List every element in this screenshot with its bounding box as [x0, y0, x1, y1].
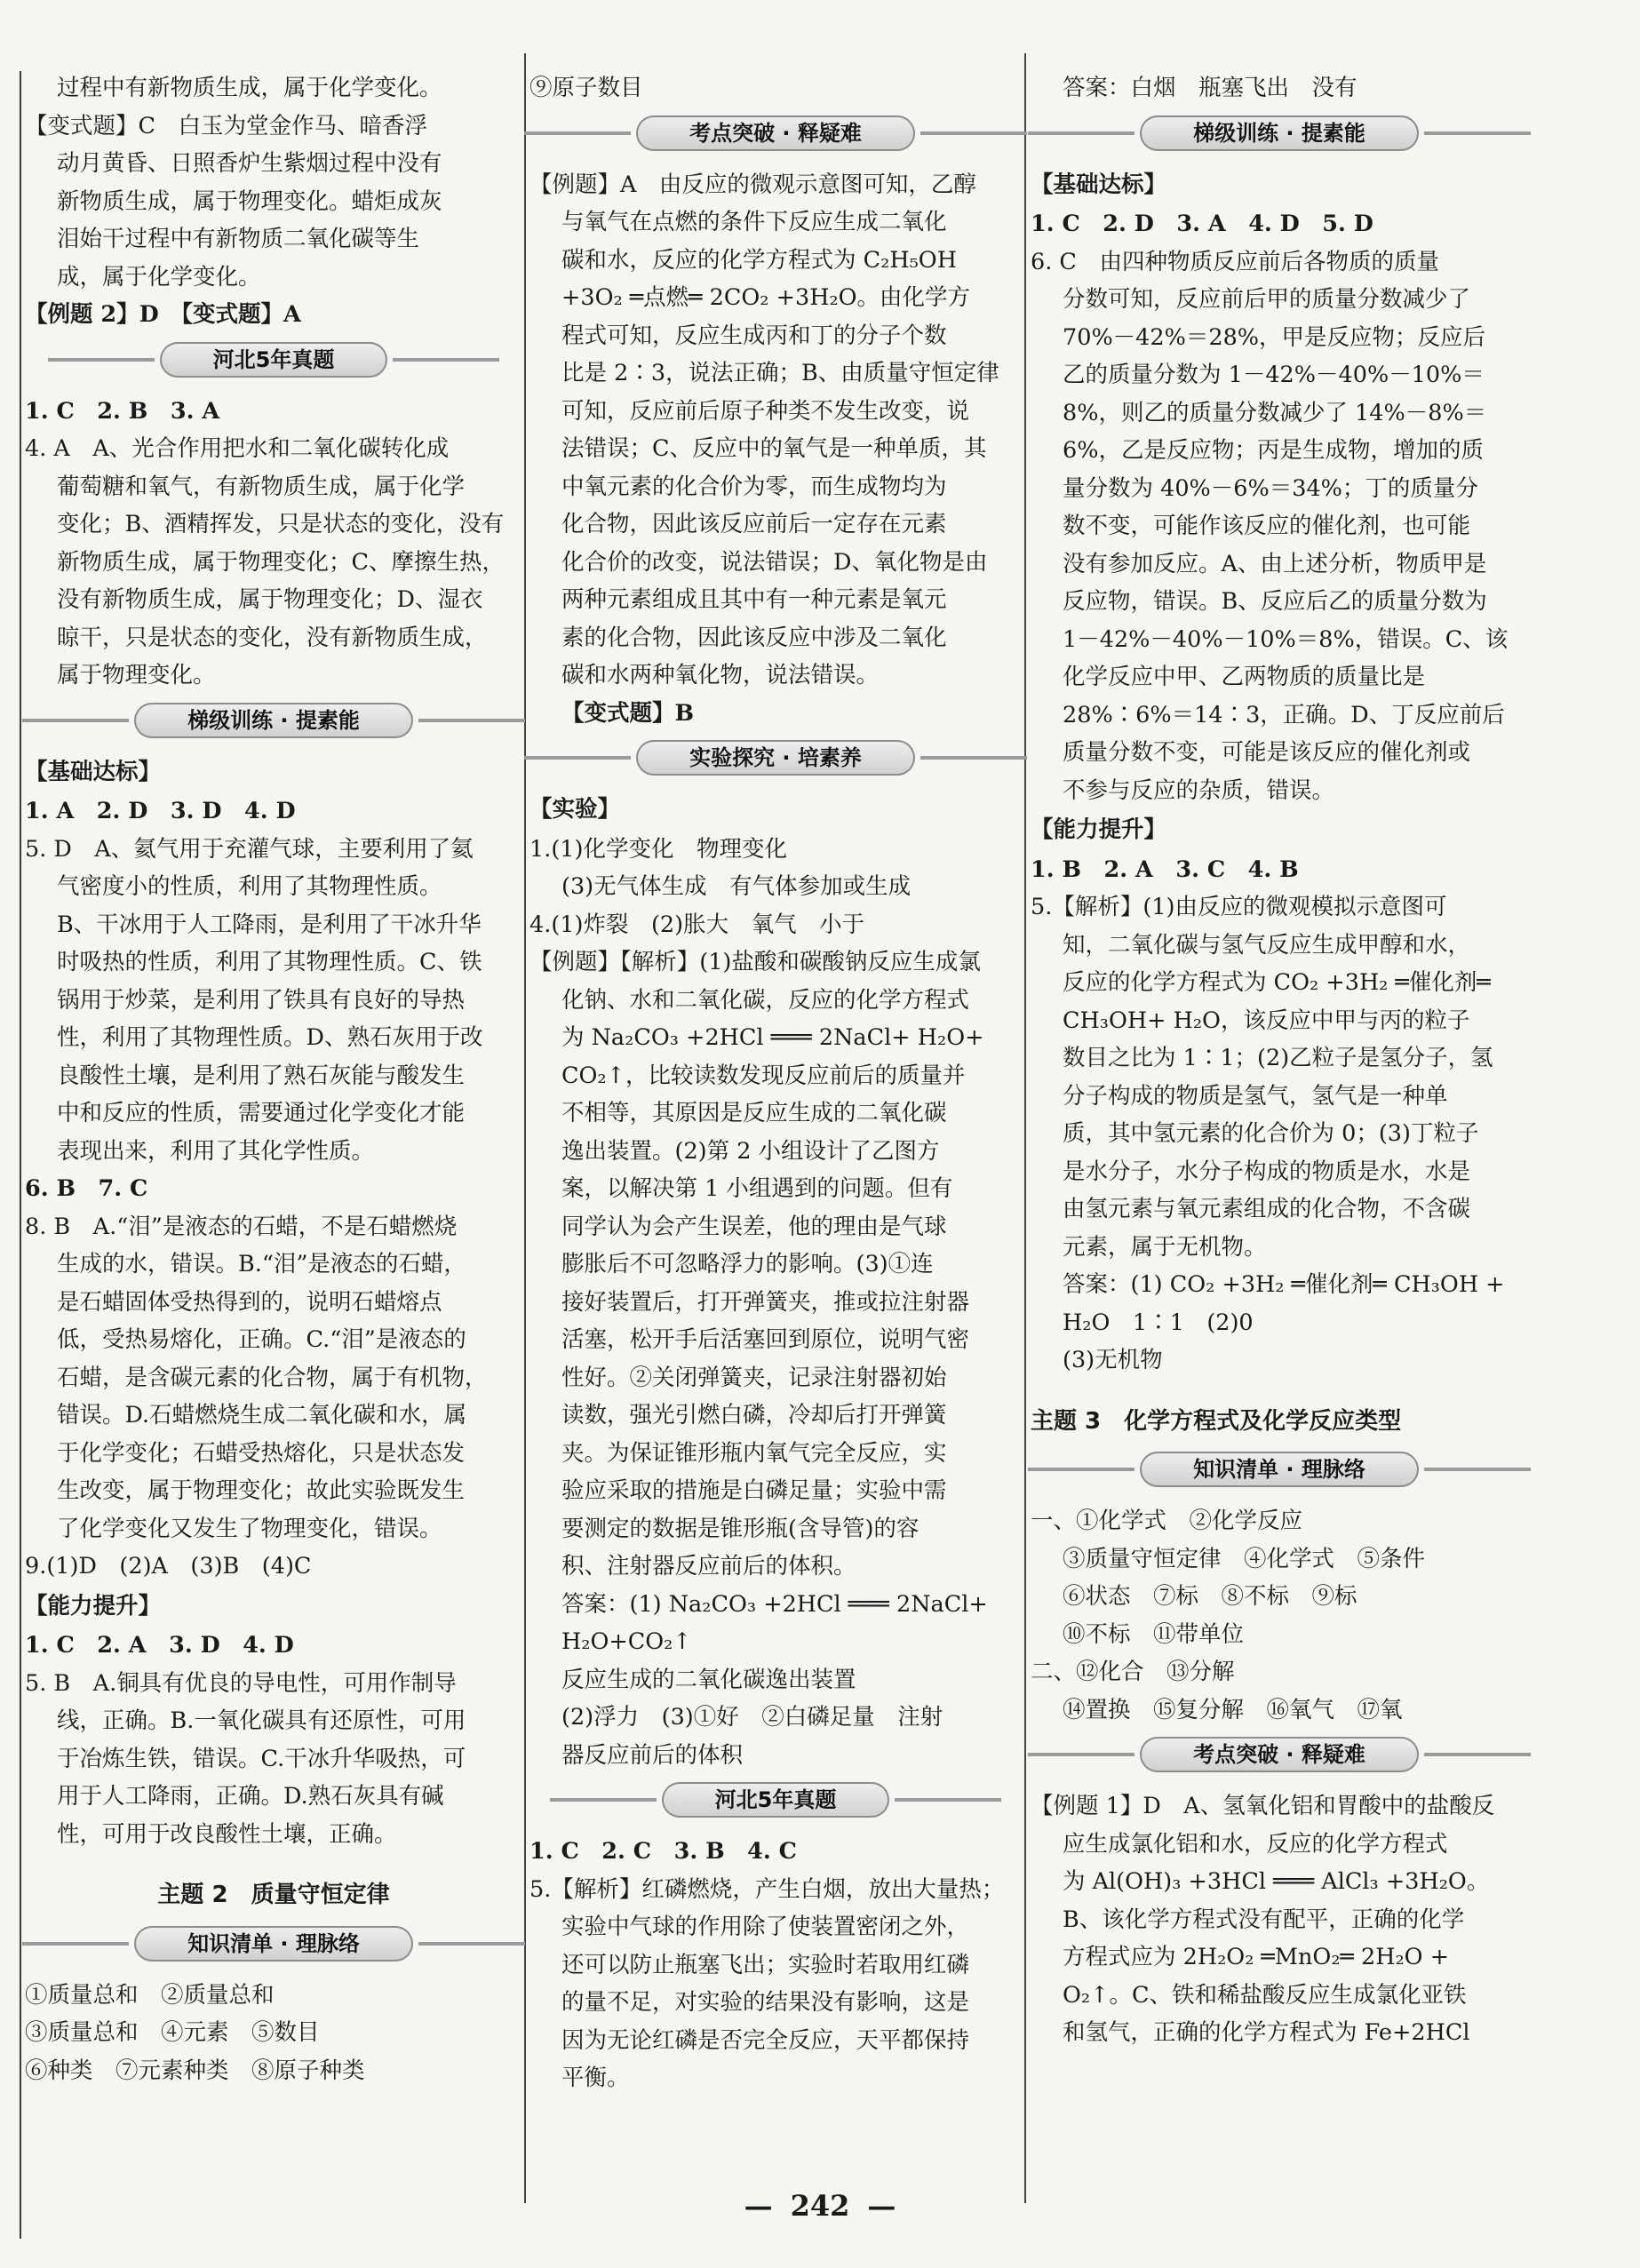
- section-banner-label: 梯级训练 · 提素能: [1140, 115, 1419, 151]
- answer-line: 【例题 1】D A、氢氧化铝和胃酸中的盐酸反: [1031, 1793, 1495, 1819]
- answer-block: [25, 393, 522, 431]
- answer-block: [25, 831, 522, 1171]
- answer-line: 膨胀后不可忽略浮力的影响。(3)①连: [561, 1251, 934, 1277]
- answer-line: 5.【解析】(1)由反应的微观模拟示意图可: [1031, 894, 1447, 920]
- section-banner: [529, 1776, 1022, 1824]
- answer-block: [529, 831, 1022, 906]
- answer-line: 乙的质量分数为 1－42%－40%－10%＝: [1063, 362, 1485, 388]
- answer-line: 和氢气，正确的化学方程式为 Fe+2HCl: [1063, 2019, 1470, 2046]
- answer-line: 因为无论红磷是否完全反应，天平都保持: [561, 2026, 970, 2054]
- answer-block: [529, 69, 1022, 107]
- answer-line: 与氧气在点燃的条件下反应生成二氧化: [561, 209, 947, 235]
- section-banner: [25, 696, 522, 744]
- answer-line: 一、①化学式 ②化学反应: [1031, 1508, 1303, 1534]
- answer-line: 生成的水，错误。B.“泪”是液态的石蜡，: [57, 1251, 466, 1277]
- answer-line: 1. C 2. C 3. B 4. C: [529, 1838, 797, 1865]
- answer-line: 葡萄糖和氧气，有新物质生成，属于化学: [57, 473, 466, 500]
- answer-line: 答案：(1) Na₂CO₃ +2HCl ═══ 2NaCl+: [561, 1590, 988, 1618]
- answer-line: 1－42%－40%－10%＝8%，错误。C、该: [1063, 625, 1509, 653]
- answer-line: B、干冰用于人工降雨，是利用了干冰升华: [57, 911, 482, 938]
- answer-block: [1031, 1653, 1528, 1729]
- answer-line: 质量分数不变，可能是该反应的催化剂或: [1063, 739, 1471, 766]
- answer-line: 新物质生成，属于物理变化；C、摩擦生热，: [57, 548, 506, 576]
- answer-line: 还可以防止瓶塞飞出；实验时若取用红磷: [561, 1951, 970, 1978]
- answer-line: 反应生成的二氧化碳逸出装置: [561, 1666, 856, 1693]
- answer-line: 读数，强光引燃白磷，冷却后打开弹簧: [561, 1402, 947, 1428]
- answer-line: 晾干，只是状态的变化，没有新物质生成，: [57, 624, 488, 651]
- answer-line: 实验中气球的作用除了使装置密闭之外，: [561, 1914, 970, 1940]
- answer-line: B、该化学方程式没有配平，正确的化学: [1063, 1906, 1465, 1933]
- answer-line: 石蜡，是含碳元素的化合物，属于有机物，: [57, 1364, 488, 1391]
- answer-block: [529, 166, 1022, 695]
- answer-line: 新物质生成，属于物理变化。蜡炬成灰: [57, 187, 442, 215]
- answer-line: 化合价的改变，说法错误；D、氧化物是由: [561, 548, 988, 576]
- answer-line: 数目之比为 1∶1；(2)乙粒子是氢分子，氢: [1063, 1045, 1493, 1071]
- answer-line: 中氧元素的化合价为零，而生成物均为: [561, 473, 947, 500]
- answer-line: 70%－42%＝28%，甲是反应物；反应后: [1063, 323, 1486, 351]
- answer-line: 【变式题】B: [561, 699, 695, 727]
- answer-line: 夹。为保证锥形瓶内氧气完全反应，实: [561, 1439, 947, 1467]
- answer-line: 1. C 2. B 3. A: [25, 397, 220, 425]
- section-banner-label: 梯级训练 · 提素能: [134, 703, 413, 738]
- answer-line: 分数可知，反应前后甲的质量分数减少了: [1063, 286, 1471, 313]
- page-number-value: 242: [790, 2189, 850, 2223]
- section-banner: [1031, 1731, 1528, 1779]
- answer-block: [1031, 205, 1528, 243]
- answer-block: [25, 792, 522, 831]
- section-banner-label: 河北5年真题: [160, 342, 388, 378]
- answer-line: 分子构成的物质是氢气，氢气是一种单: [1063, 1082, 1448, 1110]
- answer-line: 答案：白烟 瓶塞飞出 没有: [1063, 75, 1357, 101]
- answer-block: [1031, 888, 1528, 1266]
- answer-line: 程式可知，反应生成丙和丁的分子个数: [561, 322, 947, 349]
- answer-block: [25, 1208, 522, 1548]
- answer-line: 锅用于炒菜，是利用了铁具有良好的导热: [57, 986, 466, 1014]
- subsection-heading: 【基础达标】: [25, 758, 162, 785]
- answer-block: [529, 906, 1022, 944]
- answer-line: CO₂↑，比较读数发现反应前后的质量并: [561, 1062, 966, 1089]
- topic-title: 主题 3 化学方程式及化学反应类型: [1031, 1407, 1402, 1435]
- answer-line: 6. B 7. C: [25, 1175, 148, 1202]
- answer-block: [1031, 69, 1528, 107]
- answer-line: ③质量守恒定律 ④化学式 ⑤条件: [1063, 1545, 1426, 1572]
- answer-line: 时吸热的性质，利用了其物理性质。C、铁: [57, 949, 482, 975]
- answer-line: ⑭置换 ⑮复分解 ⑯氧气 ⑰氧: [1063, 1696, 1403, 1723]
- answer-line: 6%，乙是反应物；丙是生成物，增加的质: [1063, 437, 1484, 464]
- answer-line: 1. C 2. A 3. D 4. D: [25, 1632, 294, 1659]
- answer-line: ⑨原子数目: [529, 75, 643, 101]
- answer-line: 二、⑫化合 ⑬分解: [1031, 1659, 1235, 1685]
- answer-line: 5.【解析】红磷燃烧，产生白烟，放出大量热；: [529, 1875, 1005, 1903]
- answer-block: [25, 1170, 522, 1208]
- answer-line: 数不变，可能作该反应的催化剂，也可能: [1063, 513, 1471, 539]
- answer-line: +3O₂ ═点燃═ 2CO₂ +3H₂O。由化学方: [561, 284, 971, 311]
- answer-line: 应生成氯化铝和水，反应的化学方程式: [1063, 1830, 1448, 1858]
- answer-block: [25, 430, 522, 695]
- answer-line: 性，利用了其物理性质。D、熟石灰用于改: [57, 1024, 483, 1051]
- answer-line: 用于人工降雨，正确。D.熟石灰具有碱: [57, 1783, 444, 1810]
- answer-line: 案，以解决第 1 小组遇到的问题。但有: [561, 1175, 953, 1202]
- answer-line: (3)无机物: [1063, 1347, 1163, 1373]
- answer-line: 化学反应中甲、乙两物质的质量比是: [1063, 664, 1426, 690]
- answer-block: [1031, 851, 1528, 889]
- answer-line: 低，受热易熔化，正确。C.“泪”是液态的: [57, 1326, 466, 1353]
- answer-line: 可知，反应前后原子种类不发生改变，说: [561, 397, 970, 425]
- answer-line: 量分数为 40%－6%＝34%；丁的质量分: [1063, 474, 1478, 502]
- answer-block: [25, 1548, 522, 1586]
- answer-line: H₂O 1∶1 (2)0: [1063, 1309, 1254, 1336]
- topic-title: 主题 2 质量守恒定律: [157, 1882, 390, 1908]
- subsection-heading: 【能力提升】: [1031, 816, 1167, 843]
- answer-line: 5. B A.铜具有优良的导电性，可用作制导: [25, 1669, 457, 1697]
- answer-line: 是石蜡固体受热得到的，说明石蜡熔点: [57, 1288, 442, 1316]
- answer-column-1: [25, 69, 522, 2089]
- answer-line: 1. C 2. D 3. A 4. D 5. D: [1031, 211, 1373, 237]
- answer-line: 错误。D.石蜡燃烧生成二氧化碳和水，属: [57, 1402, 467, 1428]
- answer-line: 5. D A、氦气用于充灌气球，主要利用了氦: [25, 835, 474, 863]
- answer-line: 由氢元素与氧元素组成的化合物，不含碳: [1063, 1196, 1471, 1222]
- answer-line: 不参与反应的杂质，错误。: [1063, 776, 1335, 804]
- answer-line: 的量不足，对实验的结果没有影响，这是: [561, 1989, 970, 2016]
- answer-line: 比是 2∶3，说法正确；B、由质量守恒定律: [561, 360, 999, 386]
- answer-line: 1. A 2. D 3. D 4. D: [25, 798, 296, 824]
- answer-line: 元素，属于无机物。: [1063, 1233, 1267, 1261]
- answer-line: 接好装置后，打开弹簧夹，推或拉注射器: [561, 1288, 970, 1316]
- answer-line: 线，正确。B.一氧化碳具有还原性，可用: [57, 1707, 466, 1734]
- answer-line: 生改变，属于物理变化；故此实验既发生: [57, 1477, 466, 1504]
- column-divider: [524, 53, 526, 2203]
- answer-line: 了化学变化又发生了物理变化，错误。: [57, 1515, 442, 1542]
- answer-line: 成，属于化学变化。: [57, 263, 261, 290]
- answer-block: [1031, 1787, 1528, 2052]
- answer-line: 【例题】A 由反应的微观示意图可知，乙醇: [529, 171, 976, 198]
- answer-line: 知，二氧化碳与氢气反应生成甲醇和水，: [1063, 931, 1471, 959]
- column-divider: [1024, 53, 1026, 2203]
- answer-line: 性好。②关闭弹簧夹，记录注射器初始: [561, 1364, 947, 1391]
- answer-line: 反应物，错误。B、反应后乙的质量分数为: [1063, 588, 1487, 615]
- answer-line: 答案：(1) CO₂ +3H₂ ═催化剂═ CH₃OH +: [1063, 1271, 1505, 1298]
- answer-line: 变化；B、酒精挥发，只是状态的变化，没有: [57, 511, 505, 537]
- section-banner-label: 河北5年真题: [662, 1782, 890, 1818]
- answer-block: [25, 296, 522, 334]
- answer-line: 性，可用于改良酸性土壤，正确。: [57, 1820, 397, 1848]
- answer-block: [529, 695, 1022, 733]
- answer-block: [1031, 1266, 1528, 1380]
- answer-line: 碳和水，反应的化学方程式为 C₂H₅OH: [561, 246, 957, 274]
- subsection-heading: 【能力提升】: [25, 1592, 162, 1619]
- section-banner: [529, 734, 1022, 782]
- answer-line: 法错误；C、反应中的氧气是一种单质，其: [561, 435, 987, 462]
- answer-line: 是水分子，水分子构成的物质是水，水是: [1063, 1158, 1471, 1185]
- answer-column-2: [529, 69, 1022, 2097]
- answer-line: 属于物理变化。: [57, 662, 216, 688]
- answer-line: 化钠、水和二氧化碳，反应的化学方程式: [561, 986, 970, 1014]
- answer-line: 没有参加反应。A、由上述分析，物质甲是: [1063, 550, 1487, 577]
- answer-line: 【例题 2】D 【变式题】A: [25, 301, 301, 328]
- section-banner: [1031, 109, 1528, 157]
- answer-line: 方程式应为 2H₂O₂ ═MnO₂═ 2H₂O +: [1063, 1944, 1450, 1970]
- answer-line: 28%∶6%＝14∶3，正确。D、丁反应前后: [1063, 701, 1505, 728]
- section-banner-label: 考点突破 · 释疑难: [1140, 1737, 1419, 1772]
- answer-line: 1.(1)化学变化 物理变化: [529, 835, 787, 863]
- answer-block: [529, 1586, 1022, 1775]
- answer-line: 1. B 2. A 3. C 4. B: [1031, 855, 1299, 883]
- answer-line: 9.(1)D (2)A (3)B (4)C: [25, 1553, 312, 1580]
- section-banner: [25, 1920, 522, 1968]
- answer-line: 于化学变化；石蜡受热熔化，只是状态发: [57, 1439, 466, 1467]
- answer-line: 表现出来，利用了其化学性质。: [57, 1137, 375, 1165]
- answer-line: 器反应前后的体积: [561, 1741, 744, 1769]
- answer-line: 动月黄昏、日照香炉生紫烟过程中没有: [57, 150, 442, 177]
- answer-line: 6. C 由四种物质反应前后各物质的质量: [1031, 248, 1439, 275]
- answer-line: 没有新物质生成，属于物理变化；D、湿衣: [57, 586, 483, 613]
- answer-line: 积、注射器反应前后的体积。: [561, 1553, 856, 1580]
- answer-line: 过程中有新物质生成，属于化学变化。: [57, 75, 442, 101]
- section-banner-label: 知识清单 · 理脉络: [134, 1926, 413, 1962]
- answer-line: 8. B A.“泪”是液态的石蜡，不是石蜡燃烧: [25, 1213, 458, 1240]
- answer-line: 质，其中氢元素的化合价为 0；(3)丁粒子: [1063, 1120, 1479, 1147]
- answer-block: [1031, 1502, 1528, 1653]
- answer-block: [529, 1871, 1022, 2097]
- left-binding-margin: [0, 71, 21, 2239]
- answer-block: [1031, 243, 1528, 810]
- answer-block: [25, 69, 522, 107]
- answer-line: ③质量总和 ④元素 ⑤数目: [25, 2019, 320, 2046]
- answer-line: 4. A A、光合作用把水和二氧化碳转化成: [25, 435, 450, 462]
- answer-line: (3)无气体生成 有气体参加或生成: [561, 873, 912, 900]
- answer-line: O₂↑。C、铁和稀盐酸反应生成氯化亚铁: [1063, 1981, 1467, 2009]
- section-banner-label: 考点突破 · 释疑难: [636, 115, 915, 151]
- answer-line: 良酸性土壤，是利用了熟石灰能与酸发生: [57, 1062, 466, 1089]
- answer-line: 中和反应的性质，需要通过化学变化才能: [57, 1100, 466, 1126]
- answer-line: 化合物，因此该反应前后一定存在元素: [561, 511, 947, 537]
- page-number: — 242 —: [744, 2189, 896, 2223]
- answer-block: [25, 1627, 522, 1665]
- answer-line: 8%，则乙的质量分数减少了 14%－8%＝: [1063, 399, 1487, 426]
- answer-line: 反应的化学方程式为 CO₂ +3H₂ ═催化剂═: [1063, 969, 1491, 996]
- answer-block: [25, 107, 522, 297]
- section-banner: [529, 109, 1022, 157]
- answer-line: 同学认为会产生误差，他的理由是气球: [561, 1213, 947, 1240]
- answer-line: 【例题】【解析】(1)盐酸和碳酸钠反应生成氯: [529, 949, 981, 975]
- answer-line: CH₃OH+ H₂O，该反应中甲与丙的粒子: [1063, 1007, 1470, 1034]
- answer-line: 验应采取的措施是白磷足量；实验中需: [561, 1477, 947, 1504]
- answer-line: 要测定的数据是锥形瓶(含导管)的容: [561, 1515, 920, 1542]
- section-banner: [25, 336, 522, 384]
- answer-line: 碳和水两种氧化物，说法错误。: [561, 662, 880, 688]
- answer-block: [529, 943, 1022, 1586]
- answer-block: [25, 1977, 522, 2090]
- answer-line: 逸出装置。(2)第 2 小组设计了乙图方: [561, 1137, 940, 1165]
- answer-line: ①质量总和 ②质量总和: [25, 1981, 275, 2009]
- section-banner-label: 实验探究 · 培素养: [636, 740, 915, 776]
- answer-line: ⑥状态 ⑦标 ⑧不标 ⑨标: [1063, 1583, 1357, 1610]
- answer-line: 气密度小的性质，利用了其物理性质。: [57, 873, 442, 900]
- answer-line: 于冶炼生铁，错误。C.干冰升华吸热，可: [57, 1745, 466, 1772]
- section-banner-label: 知识清单 · 理脉络: [1140, 1452, 1419, 1487]
- answer-line: ⑥种类 ⑦元素种类 ⑧原子种类: [25, 2057, 365, 2084]
- answer-line: 泪始干过程中有新物质二氧化碳等生: [57, 226, 420, 252]
- answer-line: H₂O+CO₂↑: [561, 1628, 692, 1655]
- section-banner: [1031, 1445, 1528, 1493]
- subsection-heading: 【实验】: [529, 796, 621, 823]
- answer-line: 【变式题】C 白玉为堂金作马、暗香浮: [25, 112, 428, 139]
- answer-line: 不相等，其原因是反应生成的二氧化碳: [561, 1100, 947, 1126]
- subsection-heading: 【基础达标】: [1031, 171, 1167, 198]
- answer-line: 平衡。: [561, 2065, 630, 2091]
- answer-line: 素的化合物，因此该反应中涉及二氧化: [561, 624, 947, 651]
- answer-block: [529, 1833, 1022, 1871]
- answer-line: 为 Na₂CO₃ +2HCl ═══ 2NaCl+ H₂O+: [561, 1024, 984, 1051]
- answer-line: 两种元素组成且其中有一种元素是氧元: [561, 586, 947, 613]
- answer-line: (2)浮力 (3)①好 ②白磷足量 注射: [561, 1704, 943, 1731]
- answer-column-3: [1031, 69, 1528, 2052]
- answer-block: [25, 1665, 522, 1854]
- answer-line: 为 Al(OH)₃ +3HCl ═══ AlCl₃ +3H₂O。: [1063, 1868, 1490, 1895]
- answer-line: 活塞，松开手后活塞回到原位，说明气密: [561, 1326, 970, 1353]
- answer-line: 4.(1)炸裂 (2)胀大 氧气 小于: [529, 911, 865, 938]
- answer-line: ⑩不标 ⑪带单位: [1063, 1620, 1245, 1648]
